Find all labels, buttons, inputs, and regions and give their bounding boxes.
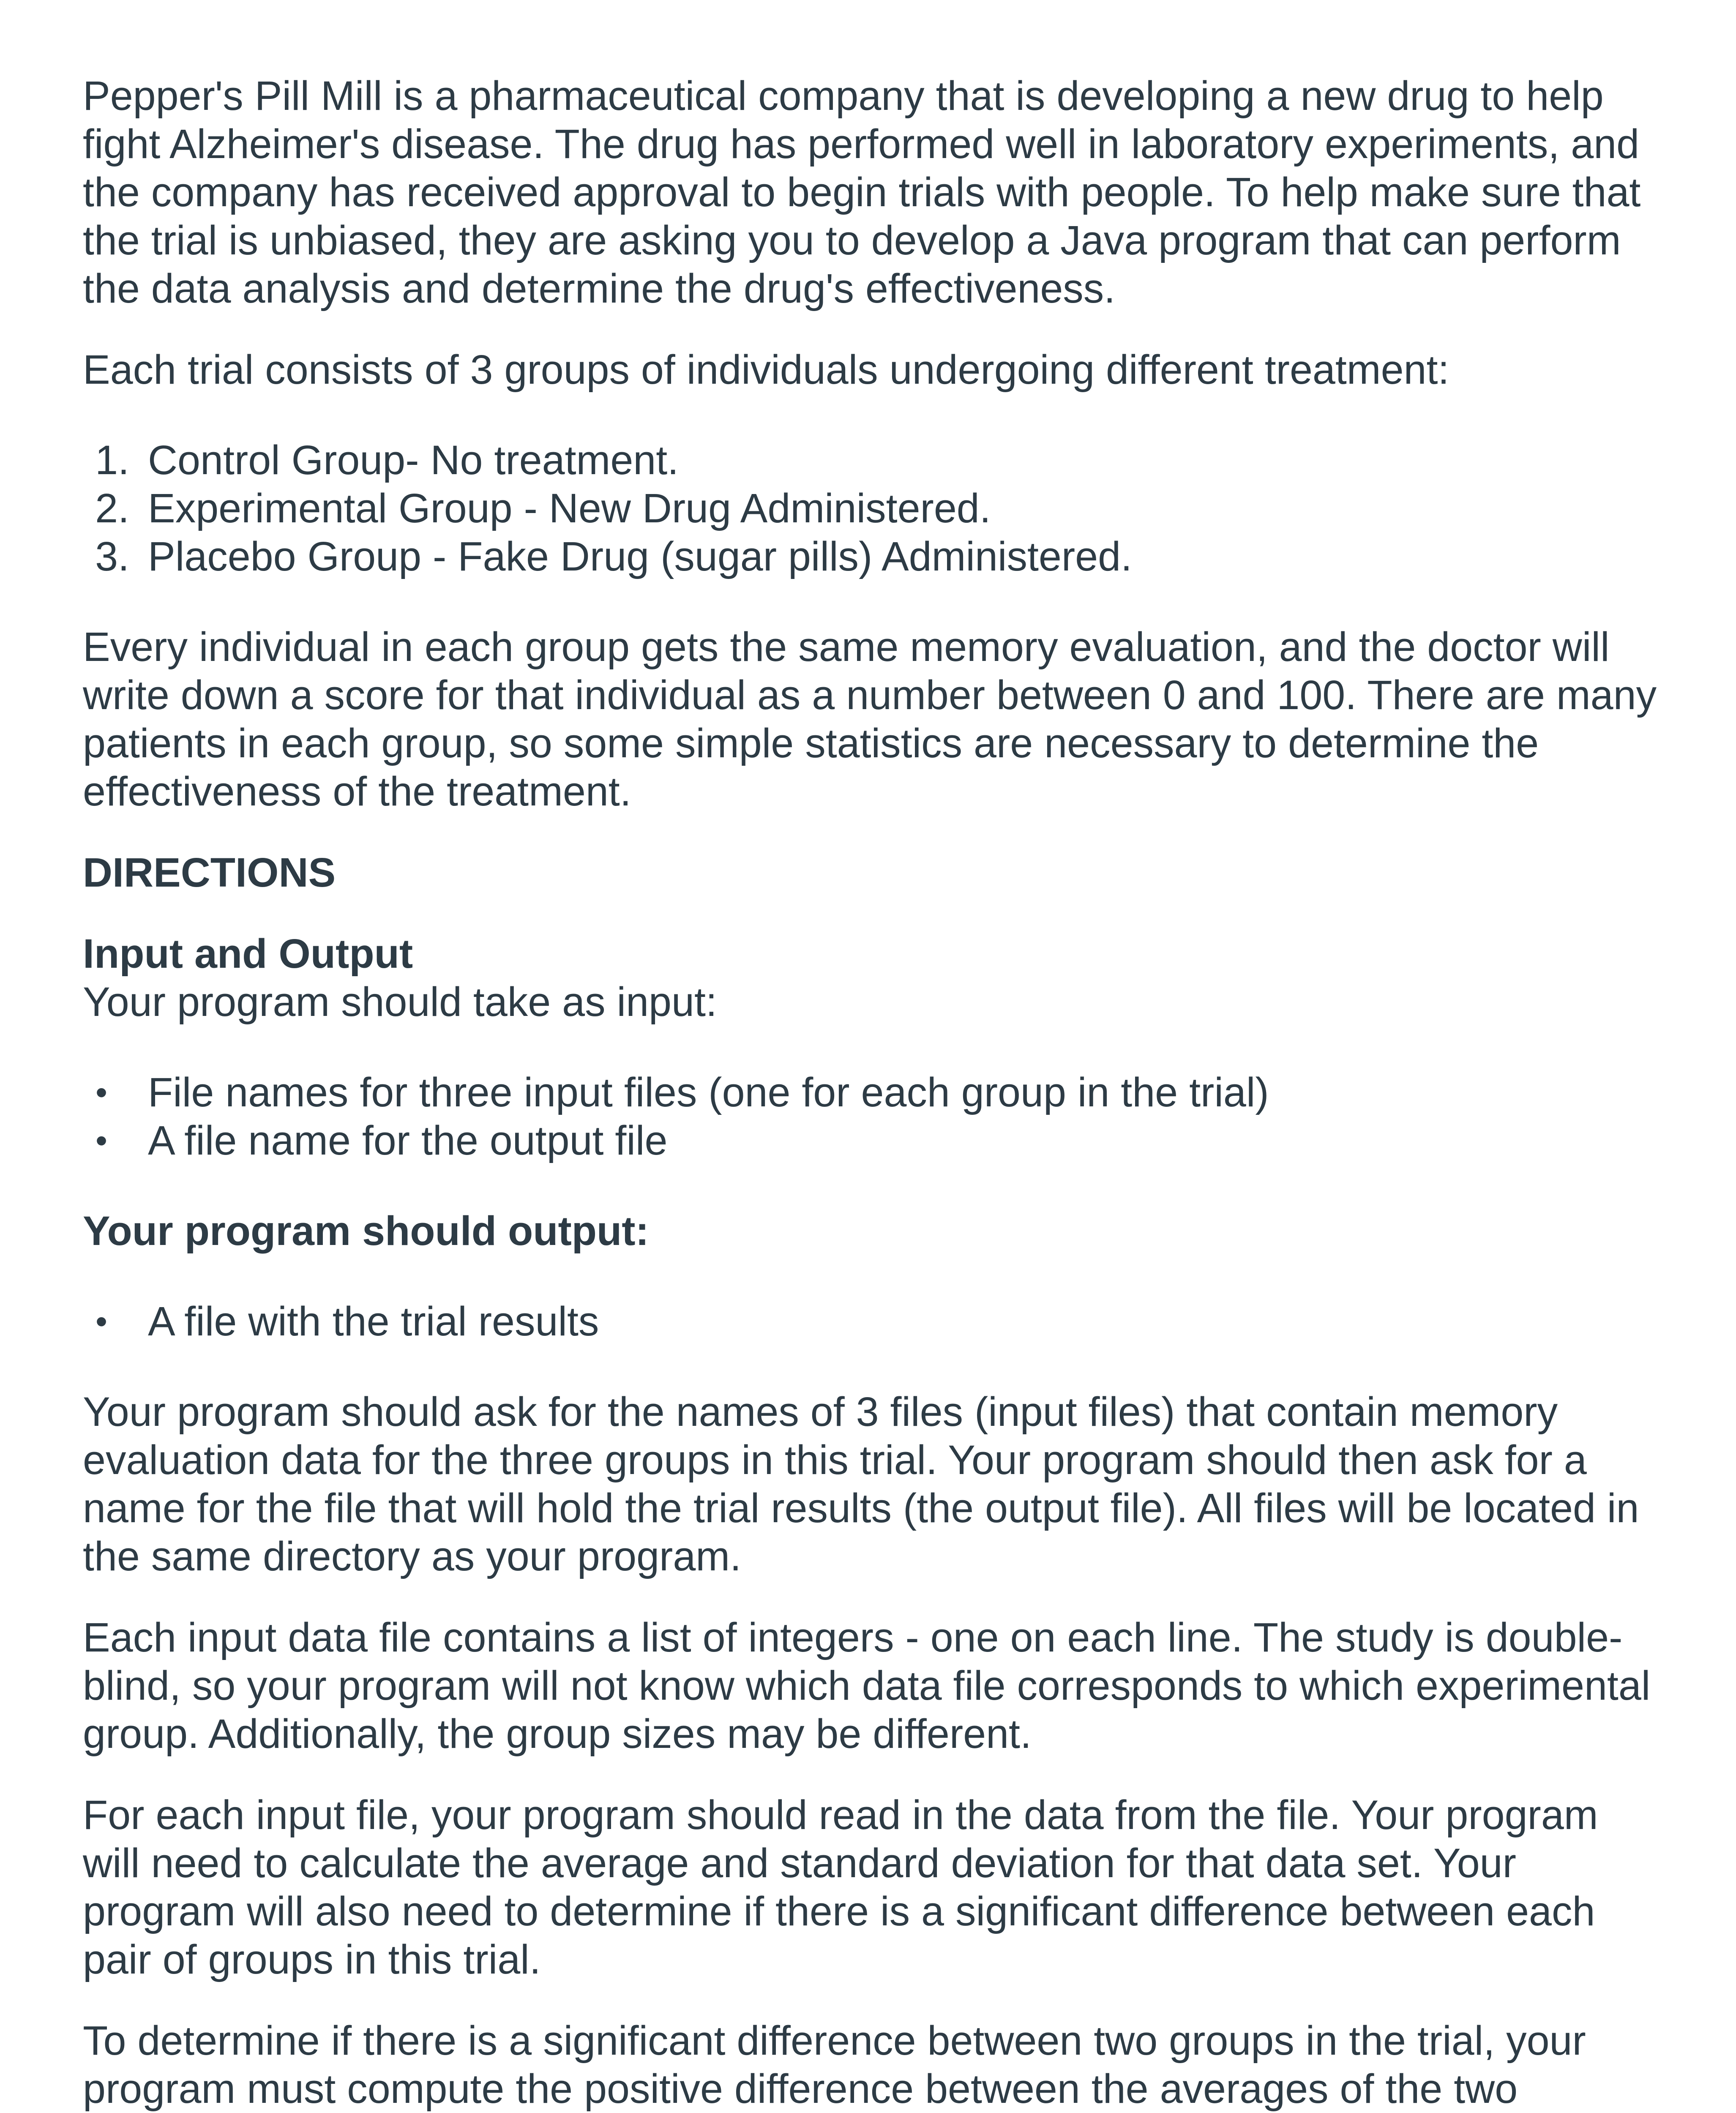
significance-paragraph: To determine if there is a significant difference between two groups in the trial, your program must compute the positive difference between the averages of the two (83, 2017, 1586, 2112)
bullet-icon: • (95, 1122, 107, 1159)
list-number: 2. (95, 485, 129, 531)
list-item-text: File names for three input files (one for each group in the trial) (148, 1069, 1269, 1115)
groups-list (83, 436, 1663, 581)
list-item-text: A file name for the output file (148, 1117, 668, 1163)
list-item (83, 1117, 1663, 1165)
list-item-text: Control Group- No treatment. (148, 437, 679, 483)
output-heading: Your program should output: (83, 1208, 649, 1254)
list-item (83, 1068, 1663, 1117)
outputs-list (83, 1297, 1663, 1346)
inputs-list (83, 1068, 1663, 1165)
processing-paragraph: For each input file, your program should read in the data from the file. Your program will need to calculate the average and standard deviation for that data set. Your program will also need to determine if there is a significant difference between each pair of groups in this trial. (83, 1792, 1598, 1982)
list-item (83, 1297, 1663, 1346)
list-item (83, 436, 1663, 484)
directions-heading: DIRECTIONS (83, 849, 336, 895)
list-item (83, 532, 1663, 581)
list-item-text: Placebo Group - Fake Drug (sugar pills) Administered. (148, 533, 1132, 579)
document-page (83, 72, 1663, 2113)
evaluation-paragraph: Every individual in each group gets the same memory evaluation, and the doctor will write down a score for that individual as a number between 0 and 100. There are many patients in each group, so some simple statistics are necessary to determine the effectiveness of the treatment. (83, 624, 1657, 814)
list-item-text: Experimental Group - New Drug Administered. (148, 485, 991, 531)
intro-paragraph: Pepper's Pill Mill is a pharmaceutical company that is developing a new drug to help fight Alzheimer's disease. The drug has performed well in laboratory experiments, and the company has received approval to begin trials with people. To help make sure that the trial is unbiased, they are asking you to develop a Java program that can perform the data analysis and determine the drug's effectiveness. (83, 73, 1641, 311)
list-number: 3. (95, 533, 129, 579)
list-number: 1. (95, 437, 129, 483)
groups-intro-paragraph: Each trial consists of 3 groups of individuals undergoing different treatment: (83, 347, 1449, 393)
list-item (83, 484, 1663, 532)
input-intro-text: Your program should take as input: (83, 979, 717, 1025)
bullet-icon: • (95, 1302, 107, 1340)
list-item-text: A file with the trial results (148, 1298, 599, 1344)
input-format-paragraph: Each input data file contains a list of integers - one on each line. The study is double-blind, so your program will not know which data file corresponds to which experimental group. Additionally, the group sizes may be different. (83, 1614, 1651, 1757)
input-output-heading: Input and Output (83, 931, 413, 977)
file-names-paragraph: Your program should ask for the names of 3 files (input files) that contain memory evaluation data for the three groups in this trial. Your program should then ask for a name for the file that will hold the trial results (the output file). All files will be located in the same directory as your program. (83, 1389, 1639, 1579)
bullet-icon: • (95, 1073, 107, 1111)
